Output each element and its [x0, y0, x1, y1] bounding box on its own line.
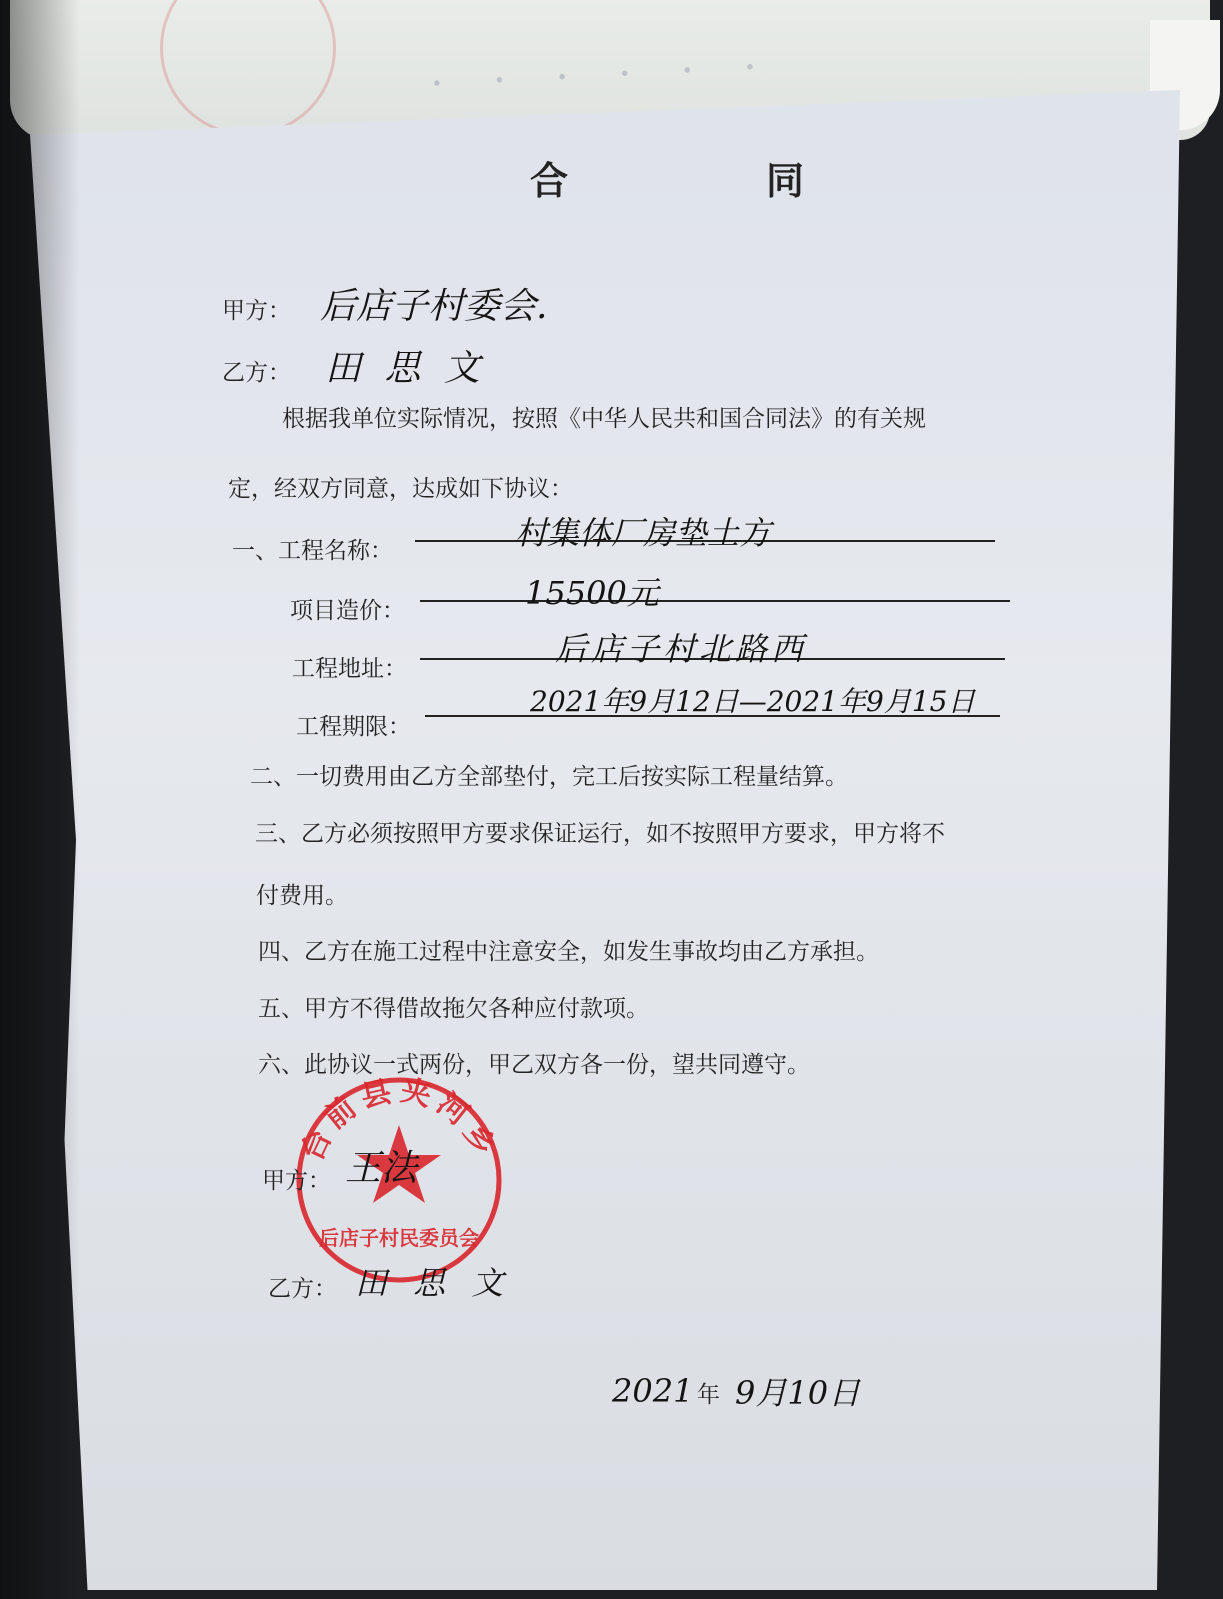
- date-year-char: 年: [697, 1382, 720, 1408]
- project-cost-value: 15500元: [525, 574, 659, 612]
- stamp-outer-text: 台前县夹河乡: [294, 1073, 504, 1167]
- date-month-day: 9月10日: [735, 1374, 861, 1412]
- party-b-label: 乙方：: [222, 360, 291, 386]
- party-b-value: 田 思 文: [325, 348, 486, 389]
- clause-3-line-1: 三、乙方必须按照甲方要求保证运行，如不按照甲方要求，甲方将不: [255, 821, 945, 847]
- date-year: 2021: [612, 1372, 694, 1410]
- sign-party-b-value: 田 思 文: [355, 1264, 512, 1302]
- clause-4: 四、乙方在施工过程中注意安全，如发生事故均由乙方承担。: [258, 939, 879, 965]
- project-period-value: 2021年9月12日—2021年9月15日: [530, 685, 976, 718]
- project-address-value: 后店子村北路西: [555, 630, 808, 668]
- back-writing-shadow: · · · · · ·: [428, 41, 776, 108]
- project-name-label: 一、工程名称：: [232, 538, 393, 564]
- project-name-value: 村集体厂房垫土方: [515, 514, 772, 552]
- sign-party-a-value: 王法: [345, 1148, 418, 1189]
- contract-title: 合 同: [530, 159, 885, 203]
- intro-line-2: 定，经双方同意，达成如下协议：: [228, 476, 573, 502]
- sign-party-b-label: 乙方：: [268, 1276, 337, 1302]
- project-cost-label: 项目造价：: [290, 598, 405, 624]
- clause-3-line-2: 付费用。: [256, 883, 348, 909]
- stamp-inner-text: 后店子村民委员会: [319, 1226, 479, 1250]
- party-a-label: 甲方：: [222, 298, 291, 324]
- clause-5: 五、甲方不得借故拖欠各种应付款项。: [258, 996, 649, 1022]
- clause-6: 六、此协议一式两份，甲乙双方各一份，望共同遵守。: [258, 1052, 810, 1078]
- project-address-label: 工程地址：: [292, 656, 407, 682]
- party-a-value: 后店子村委会.: [320, 286, 548, 327]
- project-cost-line: [420, 600, 1010, 602]
- clause-2: 二、一切费用由乙方全部垫付，完工后按实际工程量结算。: [250, 764, 848, 790]
- sign-party-a-label: 甲方：: [262, 1168, 331, 1194]
- intro-line-1: 根据我单位实际情况，按照《中华人民共和国合同法》的有关规: [282, 406, 926, 432]
- project-period-label: 工程期限：: [296, 714, 411, 740]
